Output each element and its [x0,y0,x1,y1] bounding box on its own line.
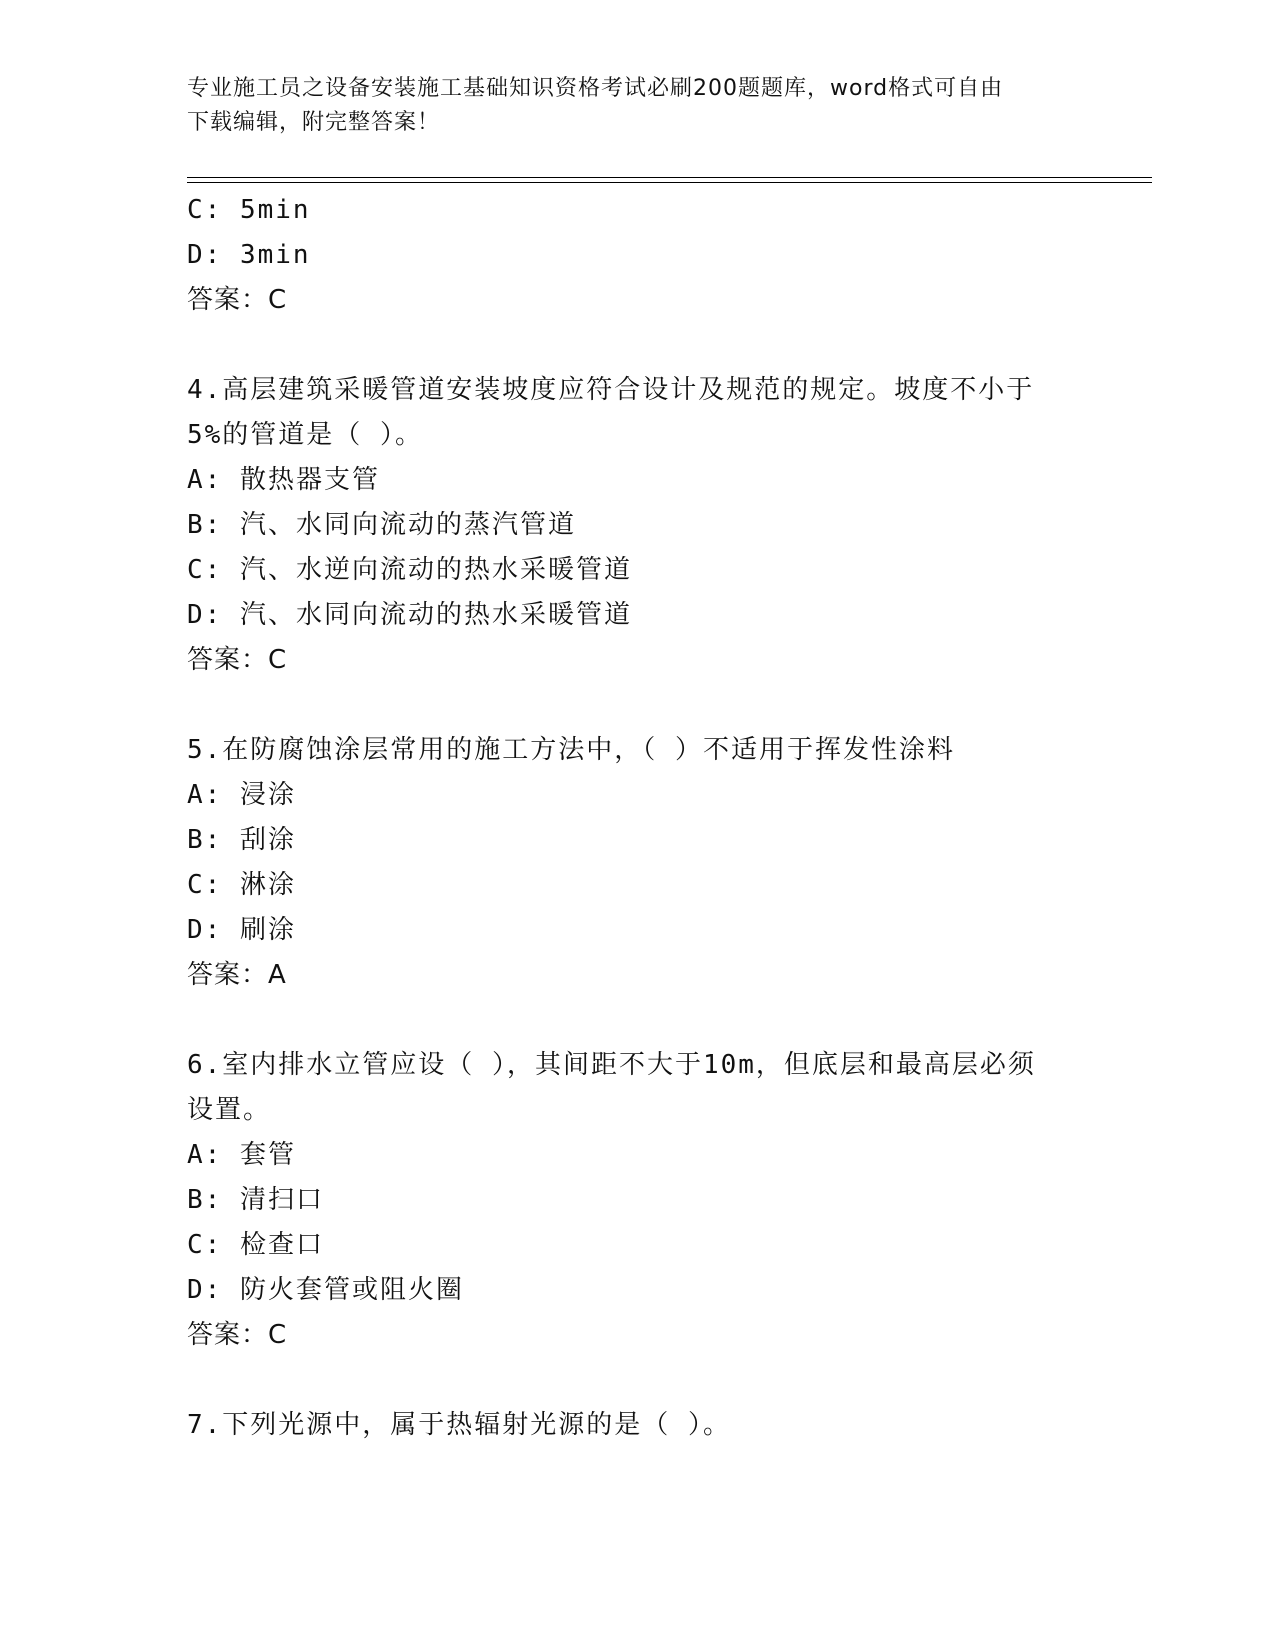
q5-option-c: C: 淋涂 [187,870,296,900]
header-title-line-1: 专业施工员之设备安装施工基础知识资格考试必刷200题题库，word格式可自由 [187,76,1004,101]
q4-option-b: B: 汽、水同向流动的蒸汽管道 [187,510,576,540]
q6-option-c: C: 检查口 [187,1230,324,1260]
q7-stem: 7.下列光源中，属于热辐射光源的是（ ）。 [187,1410,731,1440]
q6-option-d: D: 防火套管或阻火圈 [187,1275,464,1305]
q3-option-c: C: 5min [187,195,311,225]
q4-stem-line-1: 4.高层建筑采暖管道安装坡度应符合设计及规范的规定。坡度不小于 [187,375,1035,405]
q6-stem-line-1: 6.室内排水立管应设（ ），其间距不大于10m，但底层和最高层必须 [187,1050,1036,1080]
q3-answer: 答案：C [187,285,288,315]
header-divider-bottom [187,182,1152,183]
q6-option-b: B: 清扫口 [187,1185,324,1215]
header-divider-top [187,177,1152,178]
document-header [187,72,1067,140]
q5-answer: 答案：A [187,960,287,990]
header-title-line-2: 下载编辑，附完整答案！ [187,110,441,135]
q3-option-d: D: 3min [187,240,311,270]
q6-option-a: A: 套管 [187,1140,296,1170]
q6-answer: 答案：C [187,1320,288,1350]
q4-stem-line-2: 5%的管道是（ ）。 [187,420,423,450]
q4-answer: 答案：C [187,645,288,675]
q4-option-c: C: 汽、水逆向流动的热水采暖管道 [187,555,632,585]
q4-option-d: D: 汽、水同向流动的热水采暖管道 [187,600,632,630]
q5-stem: 5.在防腐蚀涂层常用的施工方法中，（ ）不适用于挥发性涂料 [187,735,955,765]
q5-option-d: D: 刷涂 [187,915,296,945]
q4-option-a: A: 散热器支管 [187,465,380,495]
q5-option-a: A: 浸涂 [187,780,296,810]
q5-option-b: B: 刮涂 [187,825,296,855]
q6-stem-line-2: 设置。 [187,1095,272,1125]
